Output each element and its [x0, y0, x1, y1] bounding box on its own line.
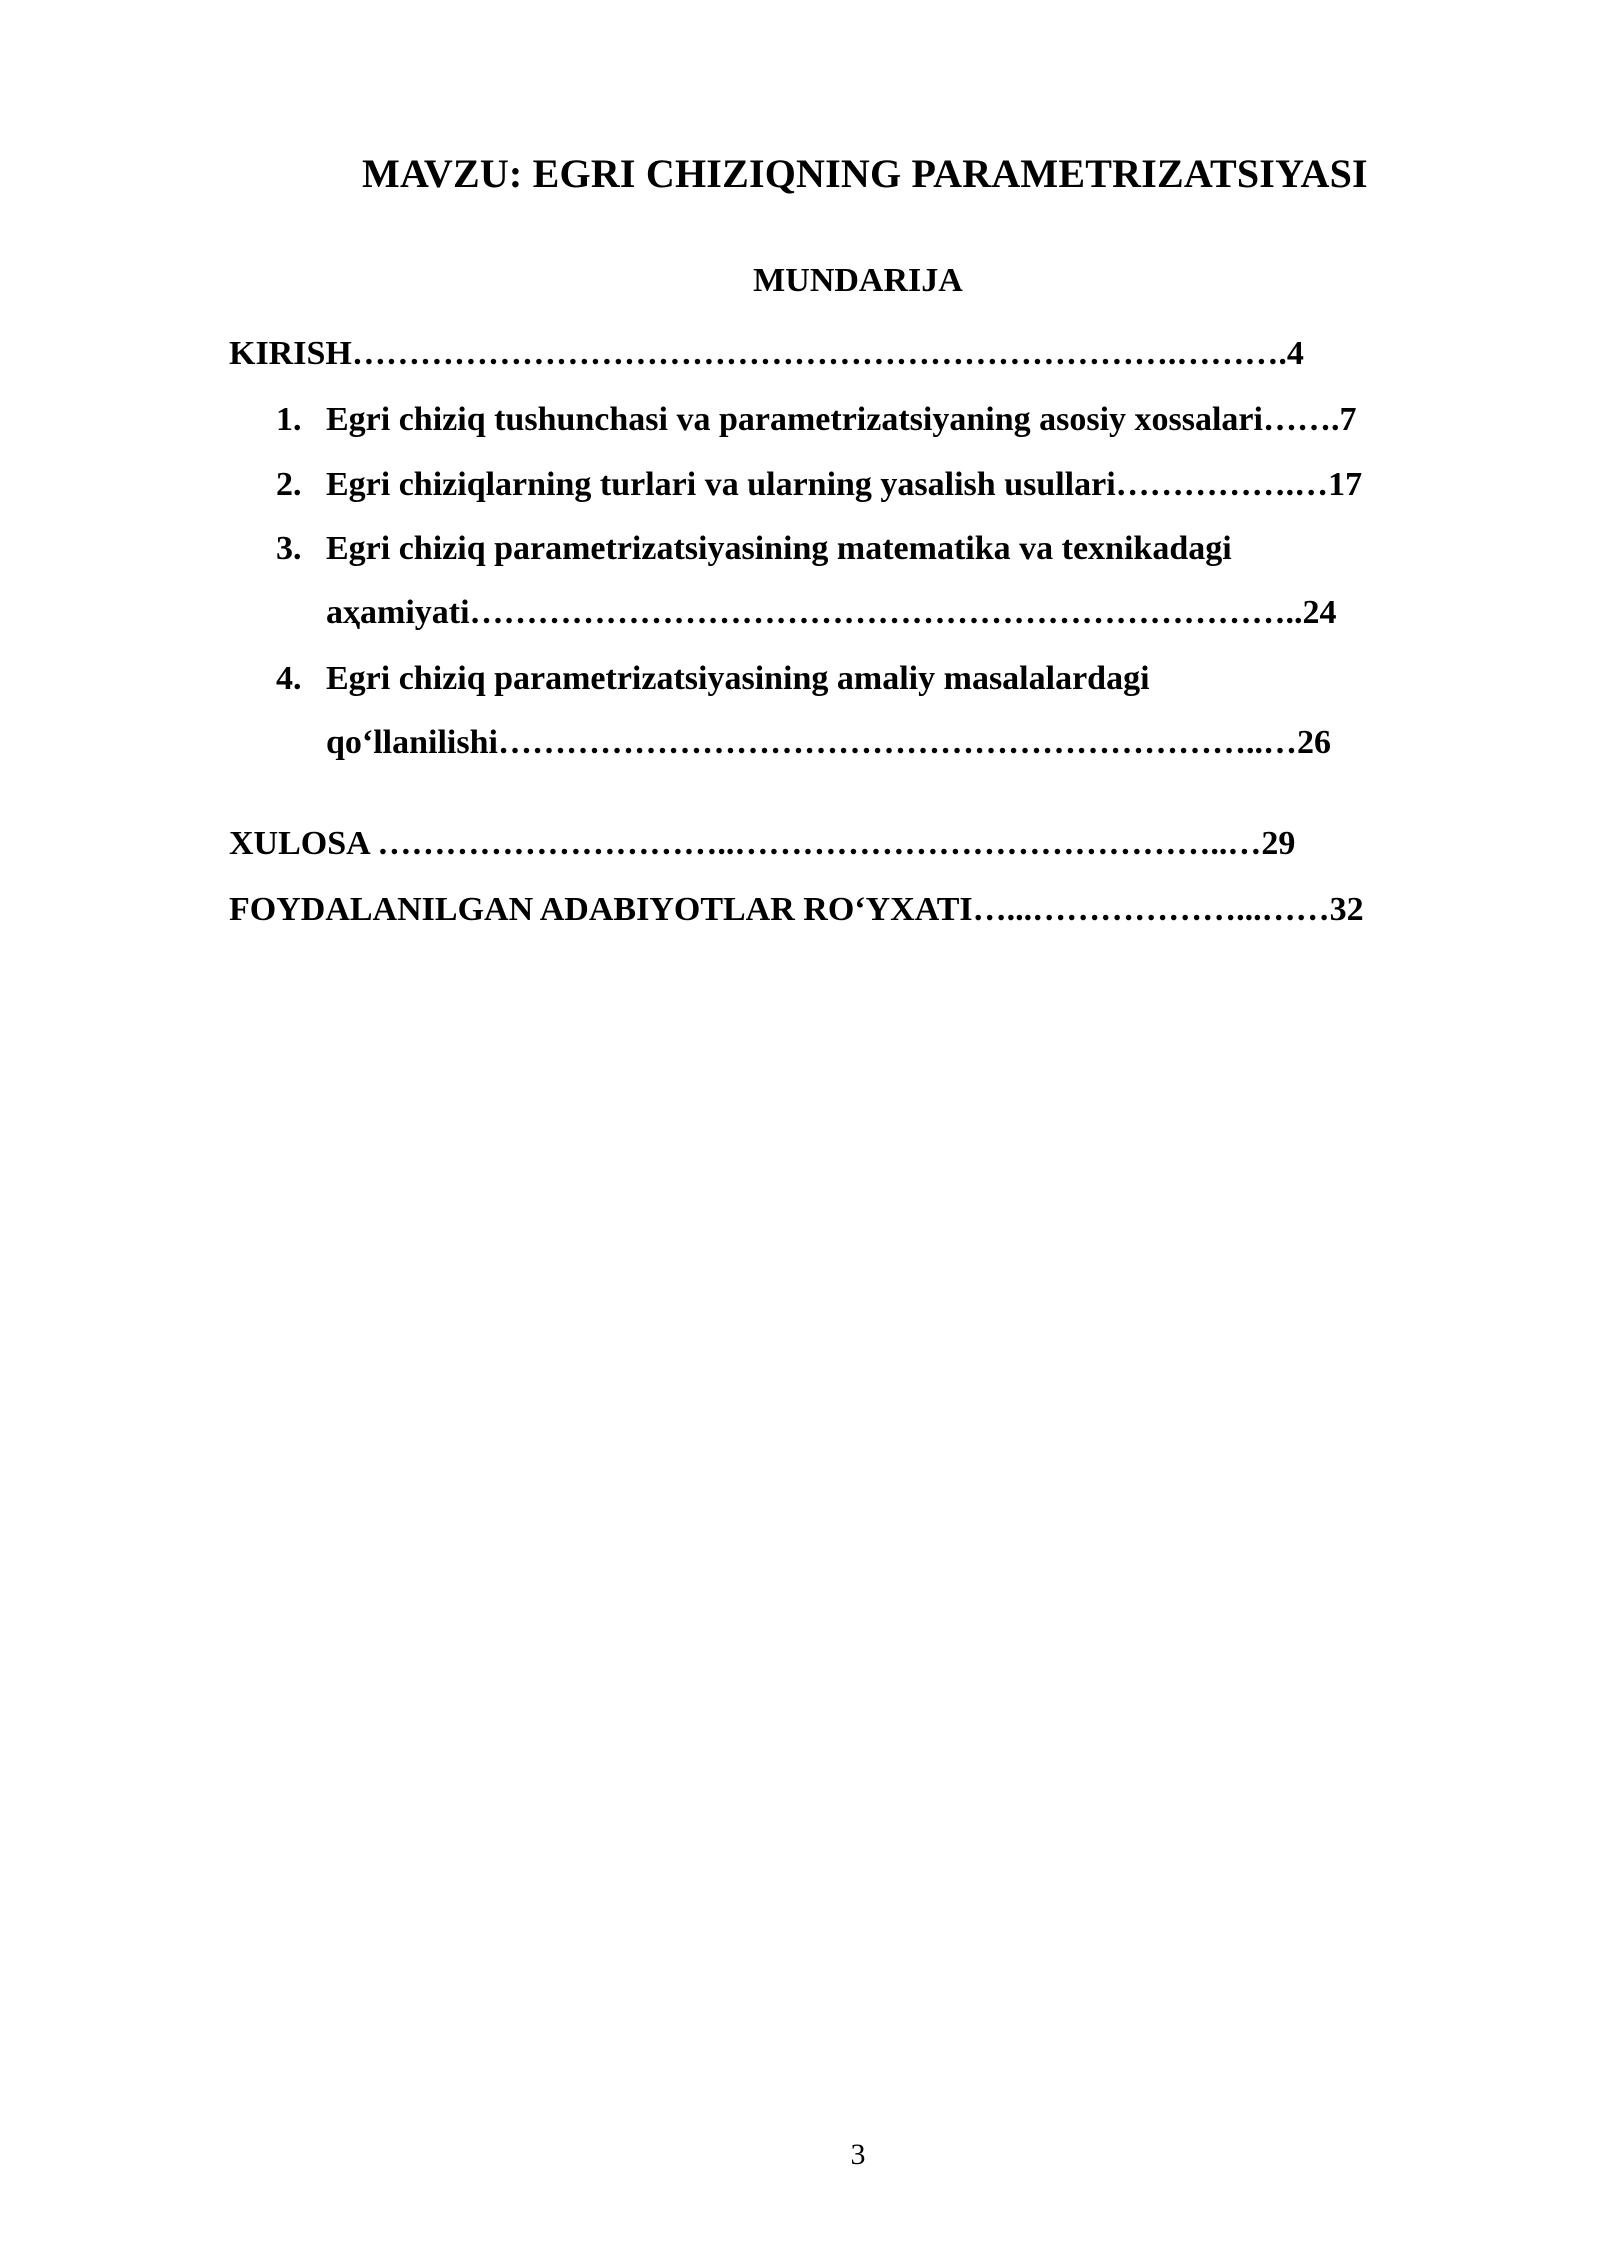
toc-chapter-4-continuation: qo‘llanilishi…………………………………………………………..…26: [326, 724, 1331, 761]
toc-entry-references: FOYDALANILGAN ADABIYOTLAR RO‘YXATI…...………………...……32: [229, 891, 1364, 928]
toc-chapter-number: 3.: [276, 530, 302, 567]
toc-chapter-3-continuation: aҳamiyati………………………………………………………………..24: [326, 594, 1337, 631]
toc-chapter-number: 4.: [276, 660, 302, 697]
toc-chapter-3: Egri chiziq parametrizatsiyasining matematika va texnikadagi: [326, 530, 1232, 567]
toc-chapter-number: 2.: [276, 466, 302, 503]
document-title: MAVZU: EGRI CHIZIQNING PARAMETRIZATSIYASI: [362, 151, 1368, 196]
toc-chapter-4: Egri chiziq parametrizatsiyasining amaliy masalalardagi: [326, 660, 1150, 697]
toc-chapter-2: Egri chiziqlarning turlari va ularning yasalish usullari…………….…17: [326, 466, 1363, 503]
toc-chapter-1: Egri chiziq tushunchasi va parametrizatsiyaning asosiy xossalari…….7: [326, 401, 1357, 438]
toc-chapter-number: 1.: [276, 401, 302, 438]
toc-entry-xulosa: XULOSA …………………………..……………………………………..…29: [229, 825, 1296, 862]
contents-heading: MUNDARIJA: [753, 262, 963, 299]
toc-entry-kirish: KIRISH……………………………………………………………….……….4: [229, 335, 1304, 372]
page-number: 3: [850, 2138, 866, 2171]
